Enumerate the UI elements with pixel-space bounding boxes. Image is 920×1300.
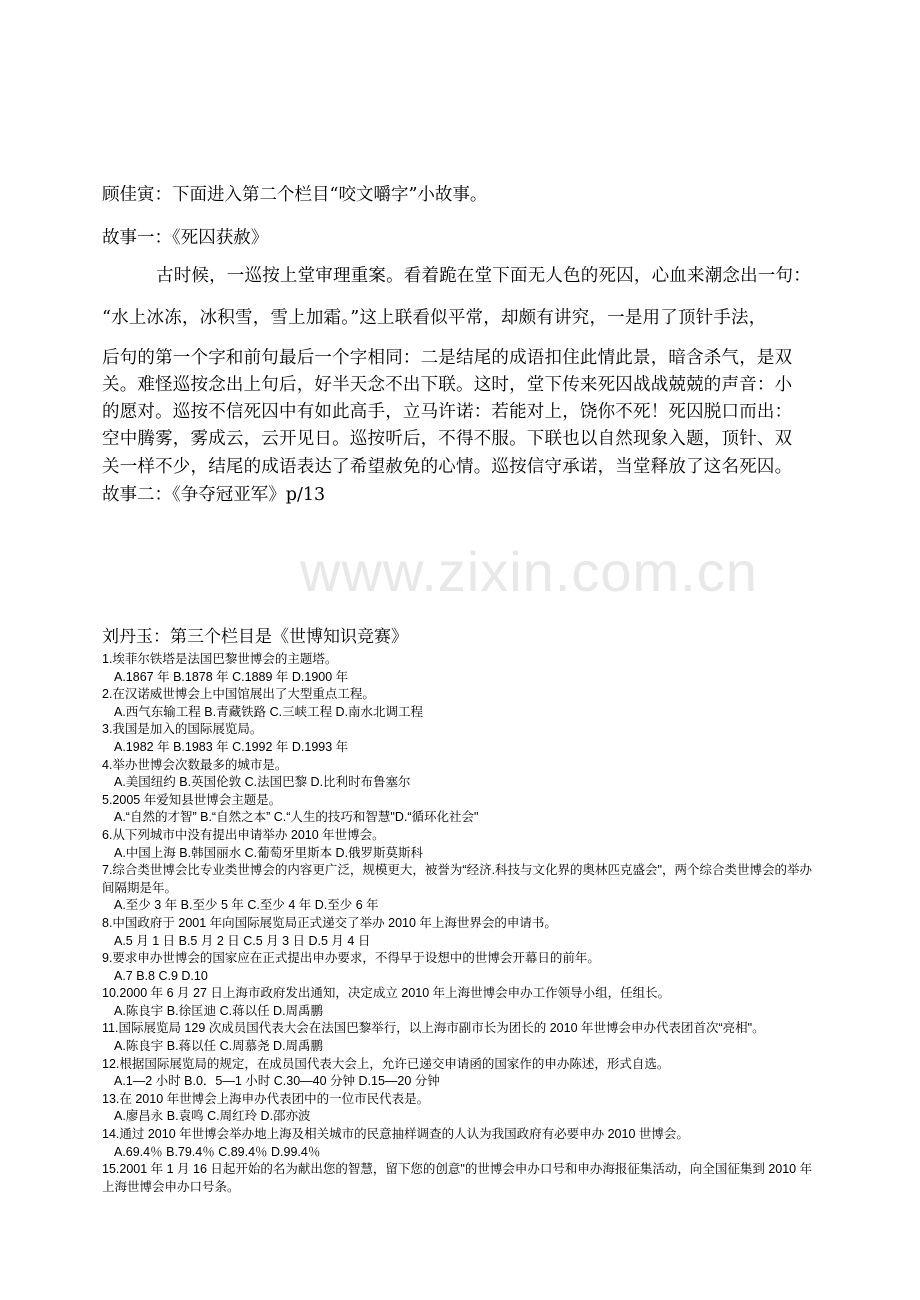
quiz-options: A.5 月 1 日 B.5 月 2 日 C.5 月 3 日 D.5 月 4 日 — [114, 933, 371, 948]
story1-line: 的愿对。巡按不信死囚中有如此高手，立马许诺：若能对上，饶你不死！死囚脱口而出： — [102, 402, 793, 422]
quiz-question: 2.在汉诺威世博会上中国馆展出了大型重点工程。 — [102, 687, 375, 702]
quiz-question: 1.埃菲尔铁塔是法国巴黎世博会的主题塔。 — [102, 652, 338, 666]
quiz-options: A.廖昌永 B.袁鸣 C.周红玲 D.邵亦波 — [114, 1109, 311, 1124]
story1-line: 后句的第一个字和前句最后一个字相同：二是结尾的成语扣住此情此景，暗含杀气，是双 — [102, 348, 793, 368]
quiz-question: 14.通过 2010 年世博会举办地上海及相关城市的民意抽样调查的人认为我国政府有必要申办 2010 世博会。 — [102, 1127, 689, 1142]
quiz-options: A.“自然的才智” B.“自然之本” C.“人生的技巧和智慧"D.“循环化社会" — [114, 810, 479, 825]
quiz-question: 10.2000 年 6 月 27 日上海市政府发出通知，决定成立 2010 年上海世博会申办工作领导小组，任组长。 — [102, 986, 671, 1001]
watermark: www.zixin.com.cn — [300, 540, 758, 603]
quiz-options: A.1982 年 B.1983 年 C.1992 年 D.1993 年 — [114, 739, 349, 754]
story1-line: 关。难怪巡按念出上句后，好半天念不出下联。这时，堂下传来死囚战战兢兢的声音：小 — [102, 375, 793, 395]
story1-line: “水上冰冻，冰积雪，雪上加霜。”这上联看似平常，却颇有讲究，一是用了顶针手法， — [102, 308, 767, 328]
quiz-question: 12.根据国际展览局的规定，在成员国代表大会上，允许已递交申请函的国家作的申办陈述，形式自选。 — [102, 1056, 670, 1071]
quiz-options: A.1867 年 B.1878 年 C.1889 年 D.1900 年 — [114, 669, 349, 684]
story1-title: 故事一：《死囚获赦》 — [102, 228, 269, 248]
quiz-question: 7.综合类世博会比专业类世博会的内容更广泛，规模更大，被誉为“经济.科技与文化界的奥林匹克盛会"，两个综合类世博会的举办间隔期是年。 — [102, 863, 813, 895]
story1-line: 空中腾雾，雾成云，云开见日。巡按听后，不得不服。下联也以自然现象入题，顶针、双 — [102, 429, 793, 449]
quiz-question: 5.2005 年爱知县世博会主题是。 — [102, 792, 282, 807]
quiz-options: A.69.4％ B.79.4％ C.89.4％ D.99.4％ — [114, 1144, 321, 1159]
quiz-options: A.美国纽约 B.英国伦敦 C.法国巴黎 D.比利时布鲁塞尔 — [114, 775, 411, 790]
quiz-options: A.1—2 小时 B.0．5—1 小时 C.30—40 分钟 D.15—20 分钟 — [114, 1074, 440, 1089]
quiz-question: 15.2001 年 1 月 16 日起开始的名为献出您的智慧，留下您的创意"的世博会申办口号和申办海报征集活动，向全国征集到 2010 年上海世博会申办口号条。 — [102, 1162, 813, 1194]
quiz-question: 8.中国政府于 2001 年向国际展览局正式递交了举办 2010 年上海世界会的申请书。 — [102, 915, 557, 930]
quiz-question: 6.从下列城市中没有提出申请举办 2010 年世博会。 — [102, 827, 385, 842]
quiz-options: A.中国上海 B.韩国丽水 C.葡萄牙里斯本 D.俄罗斯莫斯科 — [114, 845, 424, 860]
story1-line: 古时候，一巡按上堂审理重案。看着跪在堂下面无人色的死囚，心血来潮念出一句： — [156, 266, 811, 286]
quiz-question: 3.我国是加入的国际展览局。 — [102, 722, 263, 737]
quiz-options: A.陈良宇 B.蒋以任 C.周慕尧 D.周禹鹏 — [114, 1039, 324, 1054]
quiz-question: 4.举办世博会次数最多的城市是。 — [102, 757, 288, 772]
quiz-options: A.西气东输工程 B.青藏铁路 C.三峡工程 D.南水北调工程 — [114, 704, 424, 719]
quiz-question: 9.要求申办世博会的国家应在正式提出申办要求，不得早于设想中的世博会开幕日的前年。 — [102, 951, 600, 966]
quiz-options: A.7 B.8 C.9 D.10 — [114, 968, 208, 983]
story1-line: 关一样不少，结尾的成语表达了希望赦免的心情。巡按信守承诺，当堂释放了这名死囚。 — [102, 457, 793, 477]
quiz-question: 11.国际展览局 129 次成员国代表大会在法国巴黎举行，以上海市副市长为团长的 2010 年世博会申办代表团首次“亮相"。 — [102, 1021, 765, 1036]
story2-title: 故事二：《争夺冠亚军》p/13 — [102, 485, 326, 505]
quiz-options: A.至少 3 年 B.至少 5 年 C.至少 4 年 D.至少 6 年 — [114, 898, 379, 913]
section2-intro: 顾佳寅：下面进入第二个栏目“咬文嚼字”小故事。 — [102, 185, 488, 205]
quiz-question: 13.在 2010 年世博会上海申办代表团中的一位市民代表是。 — [102, 1091, 430, 1106]
section3-intro: 刘丹玉：第三个栏目是《世博知识竞赛》 — [102, 627, 408, 647]
quiz-list — [102, 651, 882, 1196]
quiz-options: A.陈良宇 B.徐匡迪 C.蒋以任 D.周禹鹏 — [114, 1003, 324, 1018]
